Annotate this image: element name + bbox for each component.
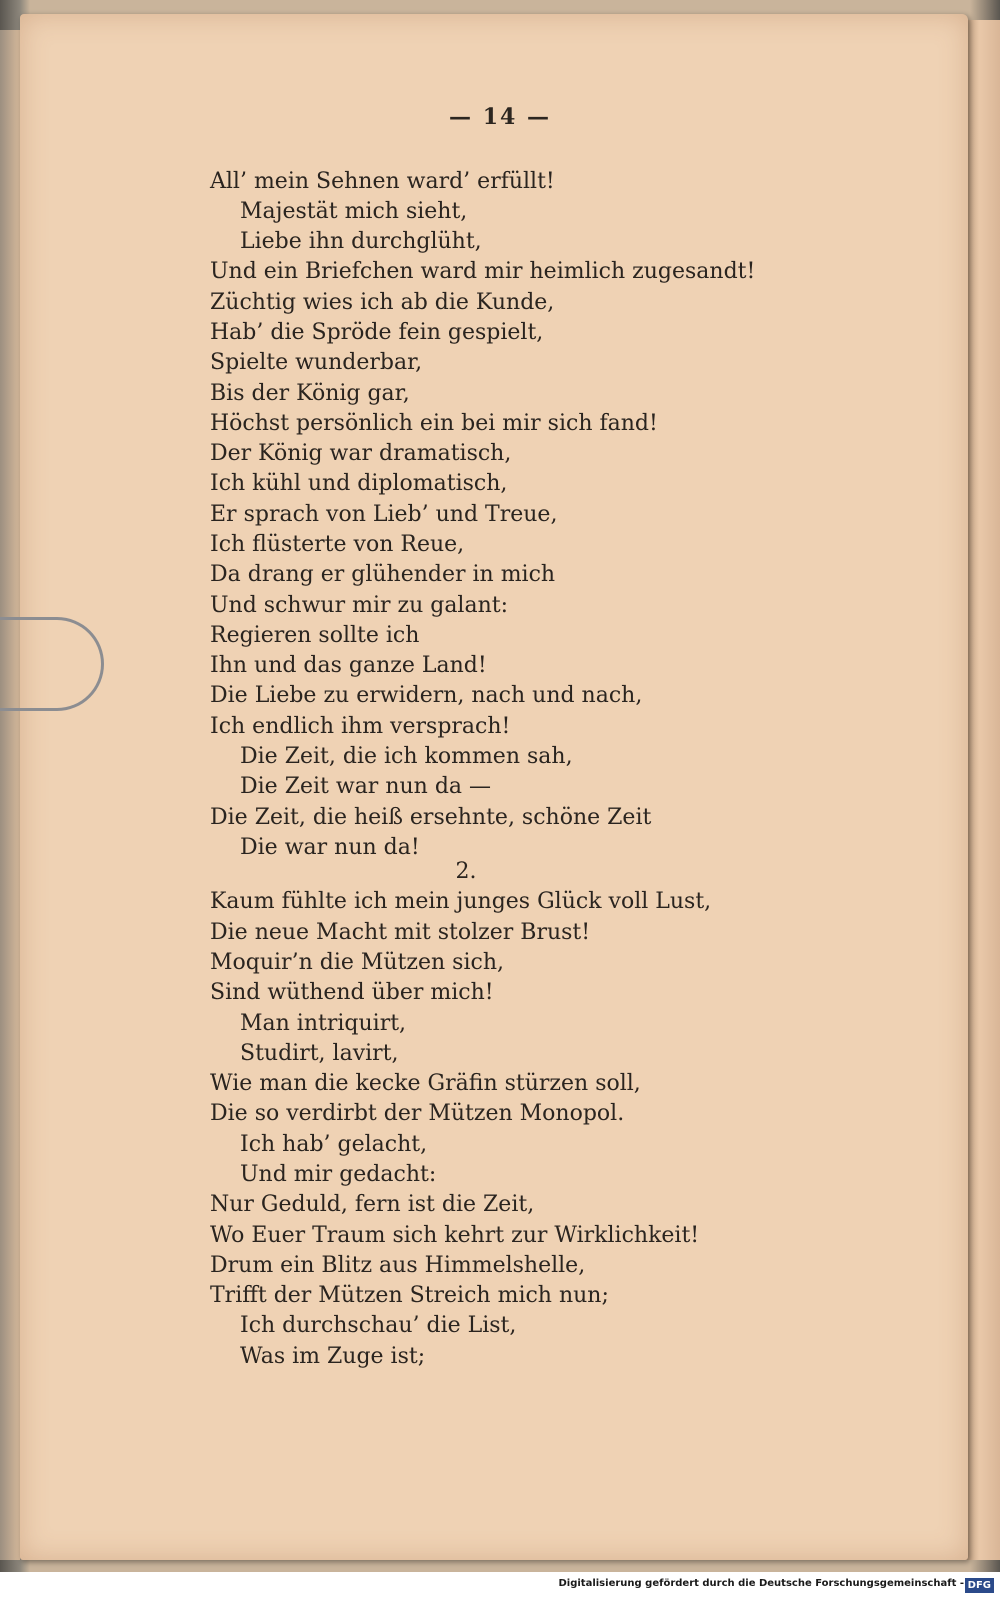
verse-line: Sind wüthend über mich! [210, 980, 494, 1005]
verse-line: Ich flüsterte von Reue, [210, 532, 465, 557]
verse-line: Ihn und das ganze Land! [210, 653, 487, 678]
verse-line: Ich endlich ihm versprach! [210, 714, 511, 739]
verse-line: Die Liebe zu erwidern, nach und nach, [210, 683, 643, 708]
verse-line: Majestät mich sieht, [240, 199, 468, 224]
verse-line: Moquir’n die Mützen sich, [210, 950, 504, 975]
verse-line: Die Zeit war nun da — [240, 774, 492, 799]
verse-line: Hab’ die Spröde fein gespielt, [210, 320, 544, 345]
verse-line: Die Zeit, die heiß ersehnte, schöne Zeit [210, 805, 652, 830]
verse-line: Bis der König gar, [210, 381, 410, 406]
verse-line: Und schwur mir zu galant: [210, 593, 509, 618]
verse-line: Und mir gedacht: [240, 1162, 437, 1187]
verse-line: Ich hab’ gelacht, [240, 1132, 428, 1157]
verse-line: Er sprach von Lieb’ und Treue, [210, 502, 558, 527]
verse-line: Der König war dramatisch, [210, 441, 512, 466]
verse-line: Trifft der Mützen Streich mich nun; [210, 1283, 609, 1308]
verse-line: Wie man die kecke Gräfin stürzen soll, [210, 1071, 641, 1096]
funding-note: Digitalisierung gefördert durch die Deutsche Forschungsgemeinschaft - [558, 1578, 964, 1589]
verse-line: Ich durchschau’ die List, [240, 1313, 517, 1338]
verse-line: Wo Euer Traum sich kehrt zur Wirklichkeit! [210, 1223, 700, 1248]
verse-line: Kaum fühlte ich mein junges Glück voll Lust, [210, 889, 712, 914]
verse-line: Man intriquirt, [240, 1011, 407, 1036]
verse-line: Züchtig wies ich ab die Kunde, [210, 290, 555, 315]
verse-line: Die so verdirbt der Mützen Monopol. [210, 1101, 625, 1126]
verse-line: Ich kühl und diplomatisch, [210, 471, 508, 496]
verse-line: Die neue Macht mit stolzer Brust! [210, 920, 591, 945]
footer-bar [0, 1572, 1000, 1600]
verse-line: Spielte wunderbar, [210, 350, 423, 375]
verse-line: Höchst persönlich ein bei mir sich fand! [210, 411, 658, 436]
verse-line: Nur Geduld, fern ist die Zeit, [210, 1192, 535, 1217]
verse-line: Die Zeit, die ich kommen sah, [240, 744, 573, 769]
stanza-number: 2. [455, 859, 477, 884]
verse-line: Die war nun da! [240, 835, 420, 860]
verse-line: All’ mein Sehnen ward’ erfüllt! [210, 169, 555, 194]
verse-line: Drum ein Blitz aus Himmelshelle, [210, 1253, 586, 1278]
verse-line: Studirt, lavirt, [240, 1041, 399, 1066]
dfg-logo: DFG [965, 1578, 994, 1593]
verse-line: Liebe ihn durchglüht, [240, 229, 482, 254]
verse-line: Regieren sollte ich [210, 623, 420, 648]
verse-line: Da drang er glühender in mich [210, 562, 556, 587]
page-number: — 14 — [449, 104, 551, 130]
verse-line: Und ein Briefchen ward mir heimlich zugesandt! [210, 259, 756, 284]
verse-line: Was im Zuge ist; [240, 1344, 426, 1369]
